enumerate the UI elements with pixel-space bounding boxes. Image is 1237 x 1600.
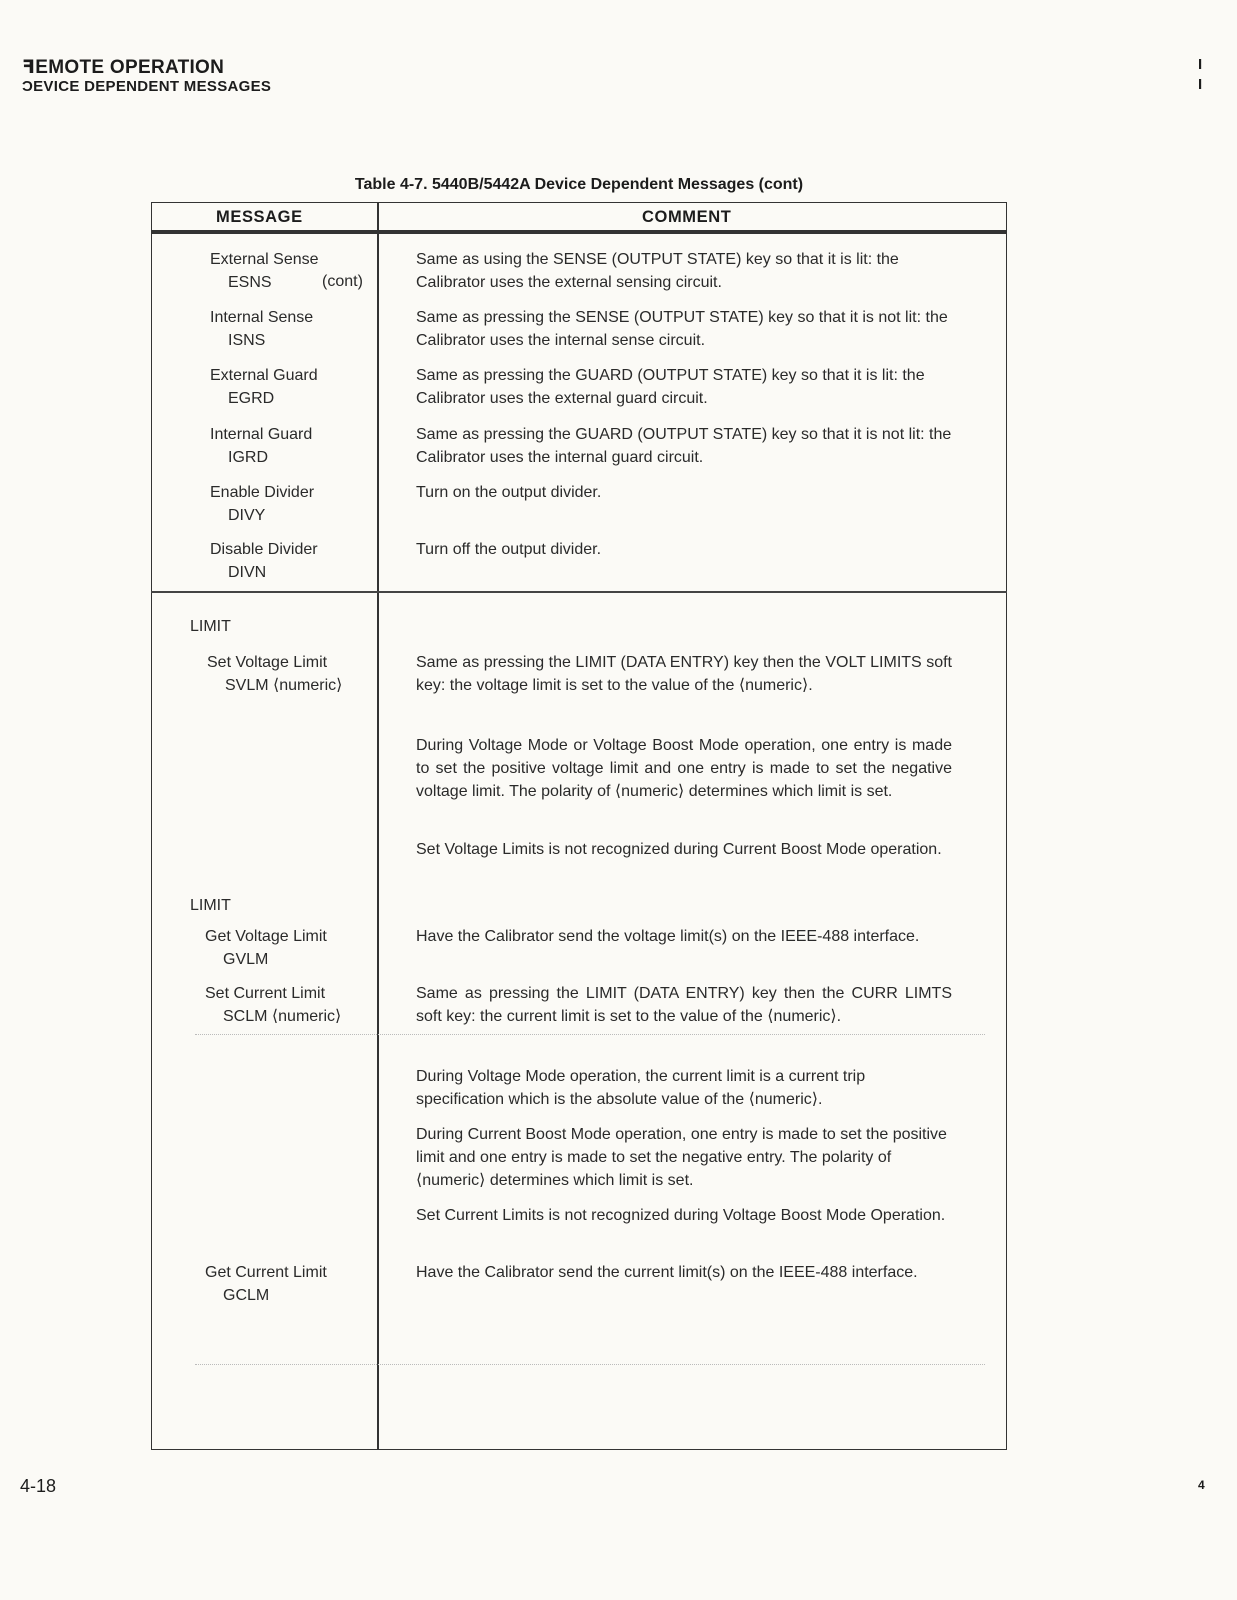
- table-row-comment: Same as pressing the GUARD (OUTPUT STATE) key so that it is lit: the Calibrator uses the external guard circuit.: [416, 367, 925, 407]
- header-rule: [151, 230, 1007, 234]
- message-code: DIVY: [228, 507, 266, 524]
- message-code: ISNS: [228, 332, 266, 349]
- table-row-comment: Same as using the SENSE (OUTPUT STATE) key so that it is lit: the Calibrator uses the external sensing circuit.: [416, 251, 899, 291]
- message-name: Get Current Limit: [205, 1264, 327, 1281]
- message-name: External Sense: [210, 251, 319, 268]
- edge-mark: I: [1198, 56, 1203, 73]
- message-name: External Guard: [210, 367, 318, 384]
- edge-mark: 4: [1198, 1478, 1205, 1492]
- message-code: GCLM: [223, 1287, 270, 1304]
- table-caption: Table 4-7. 5440B/5442A Device Dependent Messages (cont): [354, 176, 804, 193]
- table-row-message: [205, 1261, 327, 1307]
- section-title: ꟻEMOTE OPERATION: [22, 57, 225, 78]
- page-number: 4-18: [20, 1476, 57, 1496]
- table-row-message: [210, 306, 313, 352]
- table-row-message: [210, 364, 318, 410]
- table-row-message: [210, 481, 314, 527]
- table-row-message: [210, 248, 319, 294]
- message-code: ESNS: [228, 274, 272, 291]
- dotted-guide: [195, 1034, 985, 1035]
- message-name: Set Current Limit: [205, 985, 326, 1002]
- message-code: DIVN: [228, 564, 267, 581]
- section-label: LIMIT: [190, 897, 231, 914]
- column-header-comment: COMMENT: [642, 208, 732, 226]
- edge-mark: I: [1198, 76, 1203, 93]
- message-name: Internal Sense: [210, 309, 314, 326]
- message-code: EGRD: [228, 390, 275, 407]
- table-row-comment: Have the Calibrator send the current limit(s) on the IEEE-488 interface.: [416, 1264, 918, 1281]
- subsection-title: ƆEVICE DEPENDENT MESSAGES: [22, 78, 272, 95]
- cont-note: (cont): [322, 273, 363, 290]
- message-name: Enable Divider: [210, 484, 315, 501]
- message-code: SVLM ⟨numeric⟩: [225, 677, 343, 694]
- table-row-message: [210, 538, 318, 584]
- table-row-comment: During Voltage Mode operation, the current limit is a current trip specification which is the absolute value of the ⟨numeric⟩.: [416, 1068, 866, 1108]
- table-row-message: [207, 651, 342, 697]
- section-rule: [151, 591, 1007, 593]
- message-name: Internal Guard: [210, 426, 313, 443]
- table-row-message: [205, 925, 327, 971]
- table-row-comment: Same as pressing the LIMIT (DATA ENTRY) key then the VOLT LIMITS soft key: the voltage limit is set to the value of the ⟨numeric⟩.: [416, 654, 952, 694]
- table-row-comment: Set Current Limits is not recognized during Voltage Boost Mode Operation.: [416, 1207, 946, 1224]
- message-code: SCLM ⟨numeric⟩: [223, 1008, 342, 1025]
- message-name: Disable Divider: [210, 541, 318, 558]
- table-row-comment: Turn on the output divider.: [416, 484, 602, 501]
- section-label: LIMIT: [190, 618, 231, 635]
- message-name: Set Voltage Limit: [207, 654, 328, 671]
- message-name: Get Voltage Limit: [205, 928, 327, 945]
- table-row-comment: Have the Calibrator send the voltage limit(s) on the IEEE-488 interface.: [416, 928, 920, 945]
- message-code: IGRD: [228, 449, 268, 466]
- table-row-comment: Set Voltage Limits is not recognized during Current Boost Mode operation.: [416, 841, 942, 858]
- table-row-comment: Same as pressing the LIMIT (DATA ENTRY) key then the CURR LIMTS soft key: the current limit is set to the value of the ⟨numeric⟩.: [416, 985, 952, 1025]
- column-header-message: MESSAGE: [216, 208, 303, 226]
- table-row-comment: Same as pressing the SENSE (OUTPUT STATE) key so that it is not lit: the Calibrator uses the internal sense circuit.: [416, 309, 948, 349]
- table-row-comment: During Current Boost Mode operation, one entry is made to set the positive limit and one entry is made to set the negative entry. The polarity of ⟨numeric⟩ determines which limit is set.: [416, 1126, 947, 1189]
- table-row-comment: Turn off the output divider.: [416, 541, 602, 558]
- column-divider: [377, 202, 379, 1450]
- table-row-message: [210, 423, 312, 469]
- dotted-guide: [195, 1364, 985, 1365]
- table-row-comment: During Voltage Mode or Voltage Boost Mode operation, one entry is made to set the positive voltage limit and one entry is made to set the negative voltage limit. The polarity of ⟨numeric⟩ determines which limit is set.: [416, 737, 952, 800]
- table-row-comment: Same as pressing the GUARD (OUTPUT STATE) key so that it is not lit: the Calibrator uses the internal guard circuit.: [416, 426, 952, 466]
- message-code: GVLM: [223, 951, 269, 968]
- table-row-message: [205, 982, 341, 1028]
